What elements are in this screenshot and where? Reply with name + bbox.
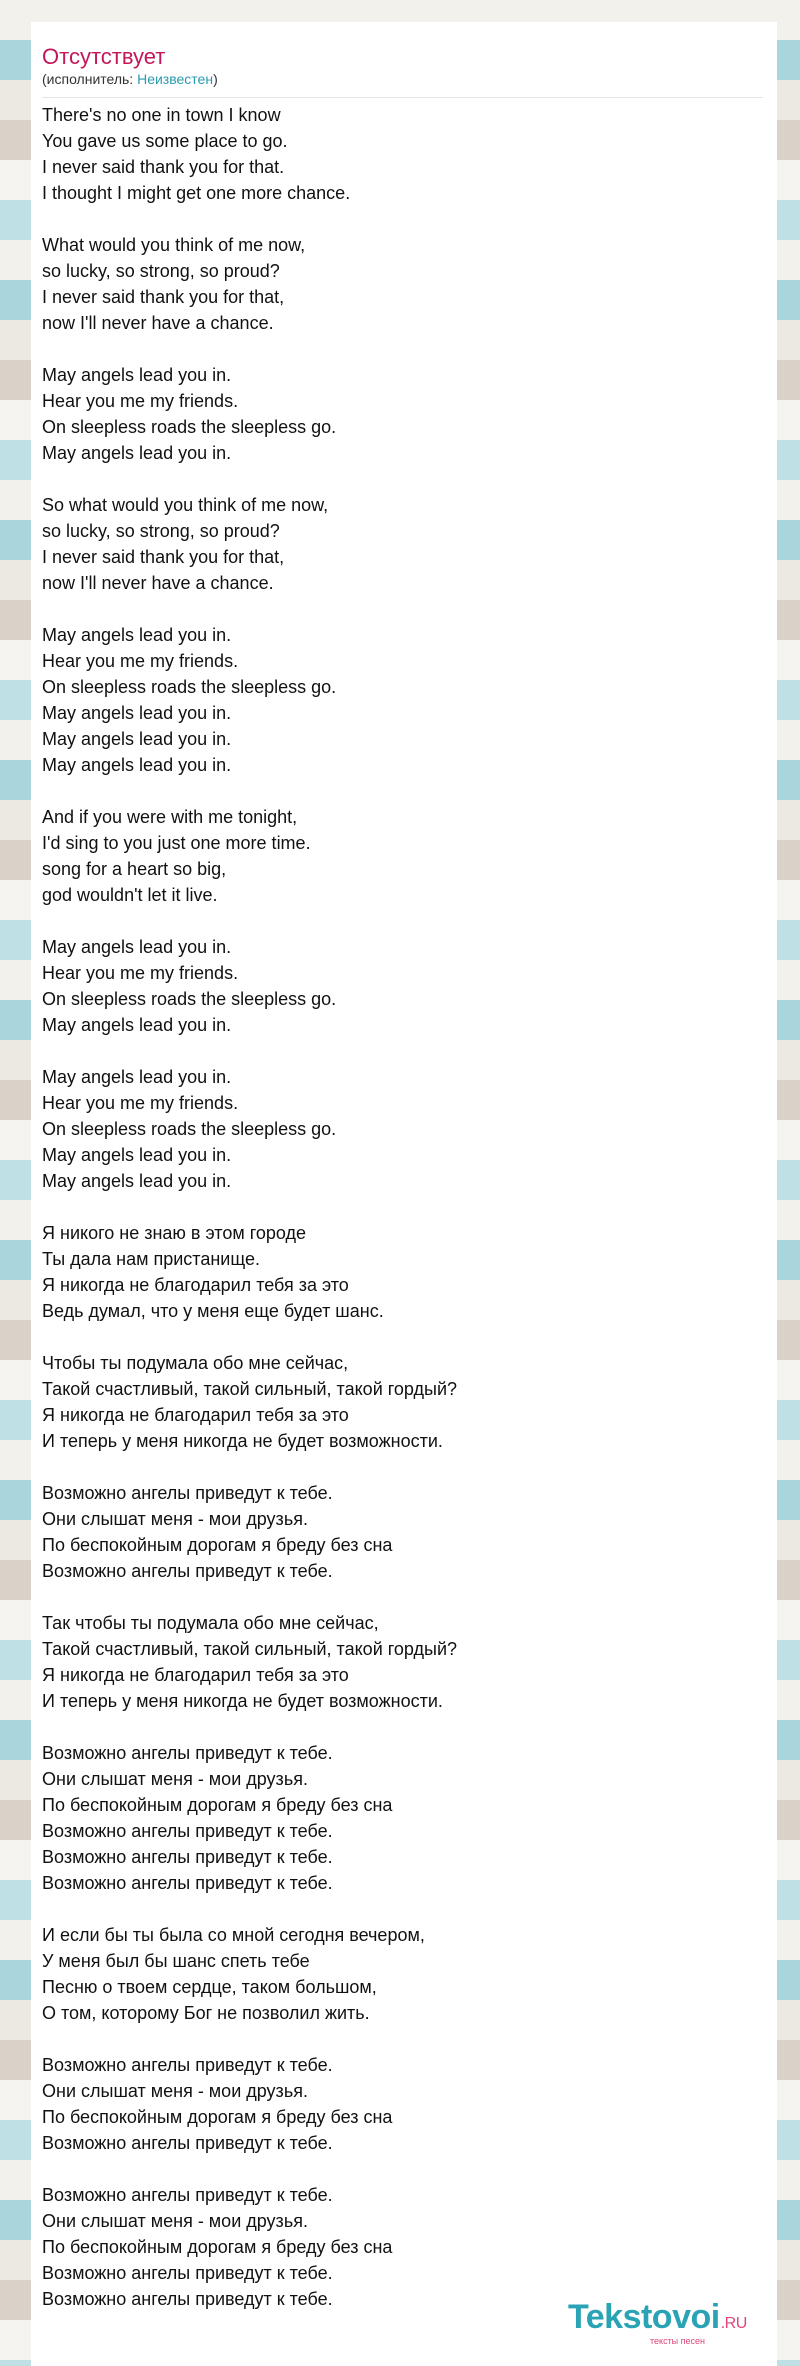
site-logo[interactable] (568, 2300, 747, 2341)
artist-link[interactable]: Неизвестен (137, 71, 214, 87)
lyrics-card (31, 22, 777, 2366)
lyrics-text: There's no one in town I know You gave us some place to go. I never said thank you for that. I thought I might get one more chance. What would you think of me now, so lucky, so strong, so proud? I never said thank you for that, now I'll never have a chance. May angels lead you in. Hear you me my friends. On sleepless roads the sleepless go. May angels lead you in. So what would you think of me now, so lucky, so strong, so proud? I never said thank you for that, now I'll never have a chance. May angels lead you in. Hear you me my friends. On sleepless roads the sleepless go. May angels lead you in. May angels lead you in. May angels lead you in. And if you were with me tonight, I'd sing to you just one more time. song for a heart so big, god wouldn't let it live. May angels lead you in. Hear you me my friends. On sleepless roads the sleepless go. May angels lead you in. May angels lead you in. Hear you me my friends. On sleepless roads the sleepless go. May angels lead you in. May angels lead you in. Я никого не знаю в этом городе Ты дала нам пристанище. Я никогда не благодарил тебя за это Ведь думал, что у меня еще будет шанс. Чтобы ты подумала обо мне сейчас, Такой счастливый, такой сильный, такой гордый? Я никогда не благодарил тебя за это И теперь у меня никогда не будет возможности. Возможно ангелы приведут к тебе. Они слышат меня - мои друзья. По беспокойным дорогам я бреду без сна Возможно ангелы приведут к тебе. Так чтобы ты подумала обо мне сейчас, Такой счастливый, такой сильный, такой гордый? Я никогда не благодарил тебя за это И теперь у меня никогда не будет возможности. Возможно ангелы приведут к тебе. Они слышат меня - мои друзья. По беспокойным дорогам я бреду без сна Возможно ангелы приведут к тебе. Возможно ангелы приведут к тебе. Возможно ангелы приведут к тебе. И если бы ты была со мной сегодня вечером, У меня был бы шанс спеть тебе Песню о твоем сердце, таком большом, О том, которому Бог не позволил жить. Возможно ангелы приведут к тебе. Они слышат меня - мои друзья. По беспокойным дорогам я бреду без сна Возможно ангелы приведут к тебе. Возможно ангелы приведут к тебе. Они слышат меня - мои друзья. По беспокойным дорогам я бреду без сна Возможно ангелы приведут к тебе. Возможно ангелы приведут к тебе. (42, 105, 458, 2309)
artist-prefix: (исполнитель: (42, 71, 134, 87)
song-title: Отсутствует (42, 44, 166, 69)
artist-suffix: ) (213, 71, 218, 87)
title-divider (42, 97, 763, 98)
logo-name: Tekstovoi (568, 2298, 720, 2336)
logo-tld: .RU (720, 2315, 747, 2332)
artist-line (42, 71, 218, 87)
logo-tagline: тексты песен (650, 2336, 706, 2346)
